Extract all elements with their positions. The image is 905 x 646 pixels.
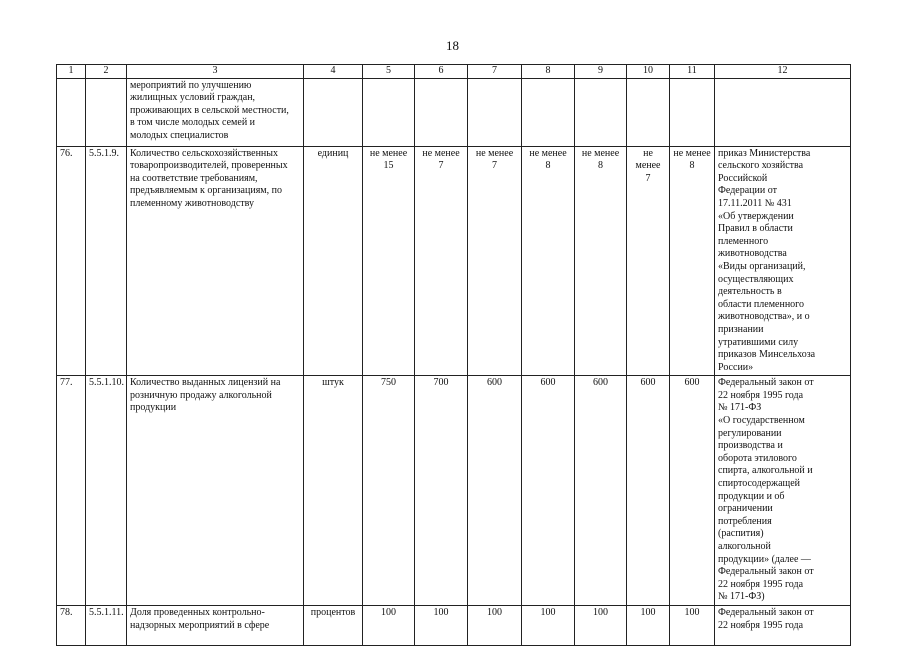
value-text: 600	[640, 377, 656, 389]
table-row	[57, 146, 851, 376]
reference-line: спирта, алкогольной и	[718, 465, 813, 477]
row-number: 78.	[60, 606, 73, 618]
reference-line: Правил в области	[718, 223, 793, 235]
indicator-code-cell	[86, 78, 127, 146]
reference-line: спиртосодержащей	[718, 478, 801, 490]
reference-line: Российской	[718, 172, 768, 184]
value-text: не менее	[369, 147, 408, 159]
reference-line: утратившими силу	[718, 336, 799, 348]
value-cell	[415, 146, 468, 376]
reference-line: регулировании	[718, 427, 782, 439]
column-header: 8	[522, 65, 575, 79]
description-line: продукции	[130, 402, 177, 414]
description-line: Количество сельскохозяйственных	[130, 147, 279, 159]
column-header: 3	[127, 65, 304, 79]
value-text: не менее	[529, 147, 567, 159]
value-cell	[575, 146, 627, 376]
table-row	[57, 605, 851, 645]
value-cell	[670, 78, 715, 146]
value-text: не менее	[475, 147, 514, 159]
value-cell	[415, 376, 468, 606]
description-line: проживающих в сельской местности,	[130, 104, 289, 116]
description-line: жилищных условий граждан,	[130, 92, 256, 104]
legal-reference-cell	[715, 78, 851, 146]
reference-line: 22 ноября 1995 года	[718, 578, 804, 590]
value-cell	[627, 78, 670, 146]
indicator-code-cell	[86, 146, 127, 376]
value-text: не менее	[635, 147, 661, 172]
reference-line: «Виды организаций,	[718, 260, 806, 272]
value-text: 600	[593, 377, 608, 389]
value-cell	[522, 146, 575, 376]
unit-of-measure: единиц	[317, 147, 349, 159]
value-cell	[522, 605, 575, 645]
reference-line: Федерации от	[718, 185, 777, 197]
value-text: 100	[540, 606, 556, 618]
reference-line: сельского хозяйства	[718, 160, 804, 172]
unit-of-measure: процентов	[310, 606, 356, 618]
legal-reference-cell	[715, 605, 851, 645]
reference-line: 22 ноября 1995 года	[718, 389, 804, 401]
column-header: 10	[627, 65, 670, 79]
value-text: 600	[540, 377, 556, 389]
row-number-cell	[57, 146, 86, 376]
value-text: 15	[383, 160, 394, 172]
unit-cell	[304, 146, 363, 376]
value-text: 100	[684, 606, 700, 618]
page-number: 18	[446, 38, 459, 53]
column-header: 9	[575, 65, 627, 79]
value-text: 7	[438, 160, 444, 172]
column-header: 7	[468, 65, 522, 79]
reference-line: «Об утверждении	[718, 210, 794, 222]
reference-line: признании	[718, 323, 764, 335]
value-text: 700	[433, 377, 449, 389]
table-row	[57, 78, 851, 146]
indicators-table	[56, 64, 851, 646]
table-row	[57, 376, 851, 606]
reference-line: «О государственном	[718, 415, 805, 427]
value-text: не менее	[673, 147, 711, 159]
value-cell	[627, 146, 670, 376]
reference-line: животноводства	[718, 248, 787, 260]
column-number-row	[57, 65, 851, 79]
reference-line: области племенного	[718, 298, 805, 310]
value-cell	[670, 146, 715, 376]
value-cell	[627, 376, 670, 606]
value-cell	[627, 605, 670, 645]
description-line: молодых специалистов	[130, 129, 229, 141]
row-number-cell	[57, 376, 86, 606]
value-text: 750	[381, 377, 396, 389]
reference-line: Федеральный закон от	[718, 377, 814, 389]
reference-line: Федеральный закон от	[718, 606, 814, 618]
value-text: 600	[684, 377, 700, 389]
value-cell	[522, 78, 575, 146]
row-number-cell	[57, 605, 86, 645]
description-line: на соответствие требованиям,	[130, 172, 258, 184]
value-cell	[670, 605, 715, 645]
legal-reference-cell	[715, 376, 851, 606]
reference-line: № 171-ФЗ	[718, 402, 762, 414]
value-cell	[468, 146, 522, 376]
value-cell	[468, 78, 522, 146]
reference-line: ограничении	[718, 503, 773, 515]
indicator-code: 5.5.1.10.	[89, 377, 124, 389]
value-text: 100	[487, 606, 502, 618]
row-number-cell	[57, 78, 86, 146]
description-line: предъявляемым к организациям, по	[130, 185, 282, 197]
reference-line: деятельность в	[718, 286, 782, 298]
value-text: 8	[598, 160, 603, 172]
reference-line: Федеральный закон от	[718, 566, 814, 578]
reference-line: 22 ноября 1995 года	[718, 619, 804, 631]
indicator-description-cell	[127, 605, 304, 645]
reference-line: осуществляющих	[718, 273, 794, 285]
unit-cell	[304, 78, 363, 146]
unit-of-measure: штук	[322, 377, 344, 389]
value-text: 7	[492, 160, 497, 172]
indicator-code: 5.5.1.11.	[89, 606, 124, 618]
reference-line: производства и	[718, 440, 783, 452]
value-text: не менее	[422, 147, 460, 159]
value-cell	[468, 605, 522, 645]
reference-line: животноводства», и о	[718, 311, 810, 323]
unit-cell	[304, 605, 363, 645]
column-header: 5	[363, 65, 415, 79]
reference-line: потребления	[718, 515, 772, 527]
description-line: в том числе молодых семей и	[130, 117, 256, 129]
value-cell	[415, 78, 468, 146]
value-cell	[363, 78, 415, 146]
indicator-description-cell	[127, 376, 304, 606]
value-text: 8	[689, 160, 695, 172]
reference-line: № 171-ФЗ)	[718, 591, 765, 603]
value-cell	[363, 605, 415, 645]
unit-cell	[304, 376, 363, 606]
reference-line: приказов Минсельхоза	[718, 349, 816, 361]
column-header: 2	[86, 65, 127, 79]
value-text: 7	[645, 172, 651, 184]
description-line: мероприятий по улучшению	[130, 79, 252, 91]
value-cell	[575, 376, 627, 606]
reference-line: алкогольной	[718, 541, 771, 552]
description-line: розничную продажу алкогольной	[130, 389, 272, 401]
value-cell	[670, 376, 715, 606]
value-text: 100	[593, 606, 608, 618]
value-text: 100	[381, 606, 396, 618]
value-text: 100	[640, 606, 656, 618]
indicator-code-cell	[86, 376, 127, 606]
description-line: племенному животноводству	[130, 197, 255, 209]
row-number: 76.	[60, 147, 73, 159]
reference-line: продукции» (далее —	[718, 553, 811, 565]
indicator-code: 5.5.1.9.	[89, 147, 119, 159]
reference-line: оборота этилового	[718, 452, 797, 464]
reference-line: (распития)	[718, 528, 764, 540]
value-cell	[415, 605, 468, 645]
value-cell	[363, 146, 415, 376]
column-header: 4	[304, 65, 363, 79]
value-text: 8	[545, 160, 551, 172]
reference-line: племенного	[718, 235, 769, 247]
description-line: товаропроизводителей, проверенных	[130, 160, 288, 172]
reference-line: России»	[718, 361, 754, 373]
column-header: 6	[415, 65, 468, 79]
value-text: не менее	[581, 147, 620, 159]
value-text: 100	[433, 606, 449, 618]
value-cell	[522, 376, 575, 606]
reference-line: приказ Министерства	[718, 147, 811, 159]
description-line: Доля проведенных контрольно-	[130, 606, 265, 618]
indicator-description-cell	[127, 78, 304, 146]
column-header: 1	[57, 65, 86, 79]
description-line: Количество выданных лицензий на	[130, 377, 281, 389]
row-number: 77.	[60, 377, 73, 389]
column-header: 11	[670, 65, 715, 79]
value-cell	[468, 376, 522, 606]
reference-line: 17.11.2011 № 431	[718, 197, 792, 209]
value-text: 600	[487, 377, 502, 389]
value-cell	[363, 376, 415, 606]
column-header: 12	[715, 65, 851, 79]
legal-reference-cell	[715, 146, 851, 376]
indicator-code-cell	[86, 605, 127, 645]
description-line: надзорных мероприятий в сфере	[130, 619, 270, 631]
indicator-description-cell	[127, 146, 304, 376]
value-cell	[575, 78, 627, 146]
value-cell	[575, 605, 627, 645]
reference-line: продукции и об	[718, 490, 785, 502]
